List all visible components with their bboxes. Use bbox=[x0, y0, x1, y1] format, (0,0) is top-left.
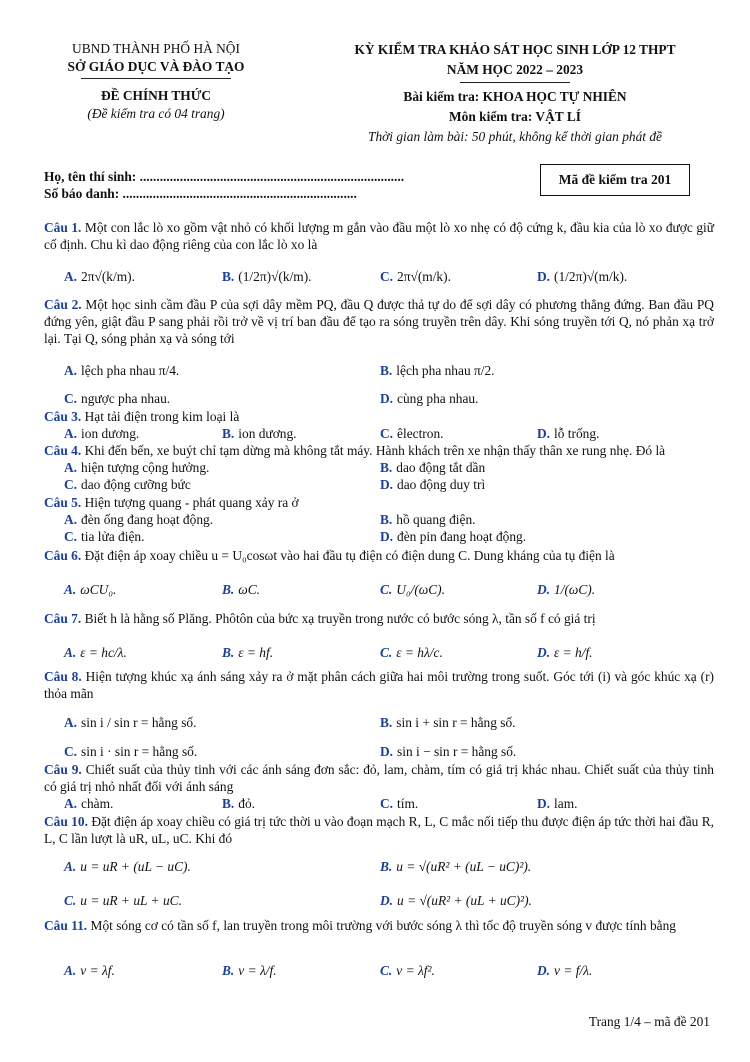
question-2 bbox=[44, 296, 714, 347]
question-text: Hiện tượng khúc xạ ánh sáng xảy ra ở mặt phân cách giữa hai môi trường trong suốt. Góc tới (i) và góc khúc xạ (r) thỏa mãn bbox=[44, 669, 714, 701]
question-7 bbox=[44, 610, 714, 627]
divider bbox=[81, 78, 231, 79]
option-a: A. lệch pha nhau π/4. bbox=[64, 363, 180, 378]
option-c: C. v = λf². bbox=[380, 963, 435, 978]
option-text: êlectron. bbox=[397, 426, 444, 441]
question-text: Đặt điện áp xoay chiều u = U₀cosωt vào hai đầu tụ điện có điện dung C. Dung kháng của tụ điện là bbox=[84, 548, 615, 563]
question-label: Câu 8. bbox=[44, 669, 82, 684]
option-b: B. đỏ. bbox=[222, 796, 256, 811]
option-text: u = uR + uL + uC. bbox=[80, 893, 182, 908]
question-label: Câu 3. bbox=[44, 409, 82, 424]
header-right bbox=[300, 40, 730, 147]
header-left bbox=[36, 40, 276, 123]
option-b: B. v = λ/f. bbox=[222, 963, 277, 978]
option-d: D. dao động duy trì bbox=[380, 477, 486, 492]
option-a: A. v = λf. bbox=[64, 963, 115, 978]
option-text: ωCU₀. bbox=[80, 582, 117, 597]
option-text: sin i / sin r = hằng số. bbox=[81, 715, 197, 730]
question-5 bbox=[44, 494, 714, 511]
option-text: tím. bbox=[397, 796, 419, 811]
option-b: B. ε = hf. bbox=[222, 645, 274, 660]
test-name: Bài kiểm tra: KHOA HỌC TỰ NHIÊN bbox=[403, 89, 627, 104]
department-name: SỞ GIÁO DỤC VÀ ĐÀO TẠO bbox=[67, 59, 245, 74]
option-d: D. u = √(uR² + (uL + uC)²). bbox=[380, 893, 532, 908]
question-text: Hiện tượng quang - phát quang xảy ra ở bbox=[84, 495, 299, 510]
option-text: lệch pha nhau π/4. bbox=[81, 363, 180, 378]
option-text: sin i − sin r = hằng số. bbox=[397, 744, 517, 759]
option-b: B. (1/2π)√(k/m). bbox=[222, 269, 312, 284]
option-text: (1/2π)√(k/m). bbox=[238, 269, 312, 284]
option-text: ε = hf. bbox=[238, 645, 274, 660]
option-d: D. sin i − sin r = hằng số. bbox=[380, 744, 517, 759]
option-b: B. ion dương. bbox=[222, 426, 297, 441]
question-label: Câu 10. bbox=[44, 814, 88, 829]
option-text: v = λf. bbox=[80, 963, 115, 978]
question-10 bbox=[44, 813, 714, 847]
student-id-line: Số báo danh: ...................................................................... bbox=[44, 186, 357, 201]
option-c: C. U₀/(ωC). bbox=[380, 582, 445, 597]
option-d: D. (1/2π)√(m/k). bbox=[537, 269, 628, 284]
option-c: C. êlectron. bbox=[380, 426, 444, 441]
option-text: u = √(uR² + (uL − uC)²). bbox=[396, 859, 532, 874]
option-text: 1/(ωC). bbox=[554, 582, 596, 597]
option-text: ngược pha nhau. bbox=[81, 391, 171, 406]
option-text: ε = h/f. bbox=[554, 645, 593, 660]
option-b: B. sin i + sin r = hằng số. bbox=[380, 715, 516, 730]
option-text: v = λ/f. bbox=[238, 963, 277, 978]
option-b: B. u = √(uR² + (uL − uC)²). bbox=[380, 859, 532, 874]
option-text: ε = hc/λ. bbox=[80, 645, 127, 660]
option-text: U₀/(ωC). bbox=[396, 582, 445, 597]
option-text: ωC. bbox=[238, 582, 261, 597]
option-a: A. đèn ống đang hoạt động. bbox=[64, 512, 214, 527]
student-name-line: Họ, tên thí sinh: ............................................................................... bbox=[44, 169, 405, 184]
option-c: C. dao động cưỡng bức bbox=[64, 477, 191, 492]
option-text: u = uR + (uL − uC). bbox=[80, 859, 191, 874]
option-text: 2π√(m/k). bbox=[397, 269, 451, 284]
option-text: ion dương. bbox=[238, 426, 297, 441]
option-a: A. ε = hc/λ. bbox=[64, 645, 127, 660]
question-8 bbox=[44, 668, 714, 702]
option-text: chàm. bbox=[81, 796, 114, 811]
question-text: Một học sinh cầm đầu P của sợi dây mềm PQ, đầu Q được thả tự do để sợi dây có phương thẳng đứng. Ban đầu PQ đứng yên, giật đầu P sang phải rồi trở về vị trí ban đầu để tạo ra sóng truyền trên dây. Khi sóng truyền tới Q, nó phản xạ trở lại. Tại Q, sóng phản xạ và sóng tới bbox=[44, 297, 714, 346]
question-label: Câu 1. bbox=[44, 220, 82, 235]
official-label: ĐỀ CHÍNH THỨC bbox=[100, 88, 212, 103]
option-text: sin i + sin r = hằng số. bbox=[396, 715, 516, 730]
divider bbox=[460, 82, 570, 83]
option-c: C. sin i · sin r = hằng số. bbox=[64, 744, 198, 759]
option-text: đỏ. bbox=[238, 796, 256, 811]
question-4 bbox=[44, 442, 714, 459]
option-text: dao động cưỡng bức bbox=[81, 477, 191, 492]
option-text: lệch pha nhau π/2. bbox=[396, 363, 495, 378]
question-text: Khi đến bến, xe buýt chỉ tạm dừng mà không tắt máy. Hành khách trên xe nhận thấy thân xe rung nhẹ. Đó là bbox=[84, 443, 666, 458]
question-text: Hạt tải điện trong kim loại là bbox=[84, 409, 240, 424]
option-c: C. u = uR + uL + uC. bbox=[64, 893, 182, 908]
option-text: dao động duy trì bbox=[397, 477, 486, 492]
option-a: A. ωCU₀. bbox=[64, 582, 117, 597]
question-text: Biết h là hằng số Plăng. Phôtôn của bức xạ truyền trong nước có bước sóng λ, tần số f có giá trị bbox=[84, 611, 596, 626]
option-a: A. ion dương. bbox=[64, 426, 140, 441]
option-text: v = f/λ. bbox=[554, 963, 593, 978]
subject-name: Môn kiểm tra: VẬT LÍ bbox=[449, 109, 581, 124]
option-a: A. chàm. bbox=[64, 796, 114, 811]
option-d: D. lỗ trống. bbox=[537, 426, 600, 441]
option-d: D. v = f/λ. bbox=[537, 963, 593, 978]
option-b: B. hồ quang điện. bbox=[380, 512, 476, 527]
option-text: sin i · sin r = hằng số. bbox=[81, 744, 198, 759]
question-text: Đặt điện áp xoay chiều có giá trị tức thời u vào đoạn mạch R, L, C mắc nối tiếp thu được điện áp tức thời hai đầu R, L, C lần lượt là uR, uL, uC. Khi đó bbox=[44, 814, 714, 846]
question-label: Câu 2. bbox=[44, 297, 82, 312]
question-label: Câu 9. bbox=[44, 762, 82, 777]
option-a: A. u = uR + (uL − uC). bbox=[64, 859, 191, 874]
city-committee: UBND THÀNH PHỐ HÀ NỘI bbox=[72, 41, 240, 56]
option-text: u = √(uR² + (uL + uC)²). bbox=[397, 893, 532, 908]
student-info bbox=[44, 168, 404, 202]
option-text: lam. bbox=[554, 796, 578, 811]
exam-code-box bbox=[540, 164, 690, 196]
option-d: D. lam. bbox=[537, 796, 578, 811]
question-label: Câu 6. bbox=[44, 548, 82, 563]
option-text: đèn ống đang hoạt động. bbox=[81, 512, 214, 527]
option-text: ε = hλ/c. bbox=[396, 645, 443, 660]
option-text: đèn pin đang hoạt động. bbox=[397, 529, 527, 544]
option-b: B. ωC. bbox=[222, 582, 261, 597]
page-count-note: (Đề kiểm tra có 04 trang) bbox=[87, 106, 225, 121]
exam-code: Mã đề kiểm tra 201 bbox=[558, 172, 672, 187]
option-c: C. ngược pha nhau. bbox=[64, 391, 171, 406]
option-c: C. 2π√(m/k). bbox=[380, 269, 451, 284]
option-c: C. tím. bbox=[380, 796, 419, 811]
question-label: Câu 11. bbox=[44, 918, 88, 933]
option-text: 2π√(k/m). bbox=[81, 269, 135, 284]
question-11 bbox=[44, 917, 714, 934]
option-b: B. dao động tắt dần bbox=[380, 460, 486, 475]
option-text: hiện tượng cộng hưởng. bbox=[81, 460, 210, 475]
question-9 bbox=[44, 761, 714, 795]
option-d: D. đèn pin đang hoạt động. bbox=[380, 529, 527, 544]
option-text: (1/2π)√(m/k). bbox=[554, 269, 628, 284]
option-a: A. sin i / sin r = hằng số. bbox=[64, 715, 197, 730]
question-3 bbox=[44, 408, 714, 425]
option-text: ion dương. bbox=[81, 426, 140, 441]
option-d: D. ε = h/f. bbox=[537, 645, 593, 660]
exam-title: KỲ KIỂM TRA KHẢO SÁT HỌC SINH LỚP 12 THPT bbox=[354, 42, 676, 57]
question-label: Câu 4. bbox=[44, 443, 82, 458]
question-text: Một con lắc lò xo gồm vật nhỏ có khối lượng m gắn vào đầu một lò xo nhẹ có độ cứng k, đầu kia của lò xo được giữ cố định. Chu kì dao động riêng của con lắc lò xo là bbox=[44, 220, 714, 252]
option-b: B. lệch pha nhau π/2. bbox=[380, 363, 495, 378]
option-text: dao động tắt dần bbox=[396, 460, 486, 475]
option-text: hồ quang điện. bbox=[396, 512, 476, 527]
option-a: A. hiện tượng cộng hưởng. bbox=[64, 460, 210, 475]
page-footer: Trang 1/4 – mã đề 201 bbox=[588, 1014, 710, 1029]
question-label: Câu 7. bbox=[44, 611, 82, 626]
question-6 bbox=[44, 547, 714, 564]
option-text: cùng pha nhau. bbox=[397, 391, 479, 406]
question-label: Câu 5. bbox=[44, 495, 82, 510]
option-text: lỗ trống. bbox=[554, 426, 600, 441]
question-text: Chiết suất của thủy tinh với các ánh sáng đơn sắc: đỏ, lam, chàm, tím có giá trị khác nhau. Chiết suất của thủy tinh có giá trị nhỏ nhất đối với ánh sáng bbox=[44, 762, 714, 794]
option-text: v = λf². bbox=[396, 963, 435, 978]
option-d: D. cùng pha nhau. bbox=[380, 391, 479, 406]
option-c: C. ε = hλ/c. bbox=[380, 645, 443, 660]
question-1 bbox=[44, 219, 714, 253]
option-text: tia lửa điện. bbox=[81, 529, 145, 544]
option-d: D. 1/(ωC). bbox=[537, 582, 596, 597]
option-a: A. 2π√(k/m). bbox=[64, 269, 135, 284]
option-c: C. tia lửa điện. bbox=[64, 529, 145, 544]
school-year: NĂM HỌC 2022 – 2023 bbox=[446, 62, 584, 77]
question-text: Một sóng cơ có tần số f, lan truyền trong môi trường với bước sóng λ thì tốc độ truyền sóng v được tính bằng bbox=[90, 918, 676, 933]
time-note: Thời gian làm bài: 50 phút, không kể thời gian phát đề bbox=[368, 129, 662, 144]
